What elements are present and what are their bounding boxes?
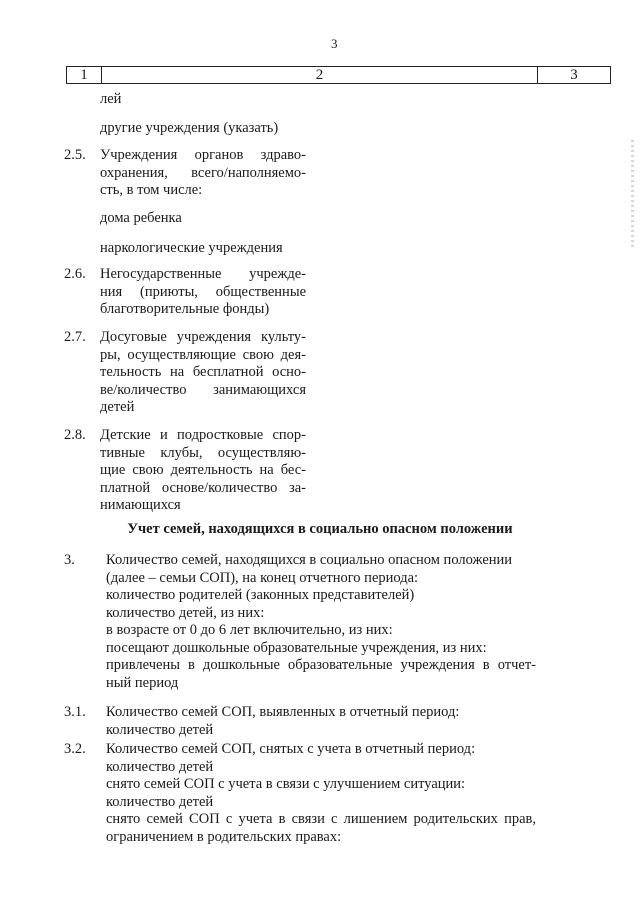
sub-item-orphanages: дома ребенка [100, 210, 182, 226]
list-item-2-6 [64, 266, 306, 319]
text-line: охранения, всего/наполняемо- [100, 164, 306, 181]
list-item-3 [64, 552, 536, 692]
text-line: благотворительные фонды) [100, 301, 270, 317]
text-line: привлечены в дошкольные образовательные учреждения в отчет- [106, 657, 536, 673]
item-text [106, 741, 536, 846]
list-item-2-8 [64, 427, 306, 515]
other-institutions-line: другие учреждения (указать) [100, 120, 279, 136]
text-line: Учреждения органов здраво- [100, 147, 306, 163]
item-text [106, 552, 536, 692]
text-line: количество детей [106, 758, 214, 775]
item-number: 3.2. [64, 741, 86, 757]
list-item-3-2 [64, 741, 536, 846]
text-line: Количество семей, находящихся в социально опасном положении [106, 552, 513, 568]
column-1-header: 1 [67, 67, 102, 83]
item-number: 3.1. [64, 704, 86, 720]
table-header-row [66, 66, 611, 84]
list-item-3-1 [64, 704, 536, 739]
item-text [100, 266, 306, 319]
text-line: сть, в том числе: [100, 182, 203, 198]
text-line: ния (приюты, общественные [100, 283, 306, 300]
item-number: 2.5. [64, 147, 86, 163]
text-line: ограничением в родительских правах: [106, 828, 342, 845]
text-line: количество детей [106, 793, 214, 810]
section-title: Учет семей, находящихся в социально опасном положении [127, 521, 513, 537]
text-line: количество родителей (законных представителей) [106, 587, 415, 603]
text-line: ный период [106, 674, 179, 691]
page-number: 3 [331, 36, 338, 51]
continued-text: лей [100, 91, 122, 107]
text-line: в возрасте от 0 до 6 лет включительно, из них: [106, 622, 393, 638]
sub-item-narcology: наркологические учреждения [100, 240, 283, 256]
item-number: 2.7. [64, 329, 86, 345]
item-number: 2.8. [64, 427, 86, 443]
text-line: Количество семей СОП, выявленных в отчетный период: [106, 704, 460, 720]
list-item-2-5 [64, 147, 306, 200]
text-line: ры, осуществляющие свою дея- [100, 346, 306, 363]
item-number: 2.6. [64, 266, 86, 282]
scan-artifact [631, 140, 634, 250]
text-line: тивные клубы, осуществляю- [100, 444, 306, 461]
item-text [100, 147, 306, 200]
text-line: Количество семей СОП, снятых с учета в отчетный период: [106, 741, 476, 757]
text-line: (далее – семьи СОП), на конец отчетного периода: [106, 569, 419, 586]
item-text [100, 427, 306, 515]
column-3-header: 3 [570, 67, 578, 83]
text-line: Негосударственные учрежде- [100, 266, 306, 282]
list-item-2-7 [64, 329, 306, 417]
item-text [106, 704, 536, 739]
text-line: снято семей СОП с учета в связи с лишением родительских прав, [106, 811, 536, 827]
column-2-header: 2 [102, 67, 538, 83]
text-line: тельность на бесплатной осно- [100, 364, 306, 380]
text-line: количество детей, из них: [106, 604, 265, 621]
item-text [100, 329, 306, 417]
text-line: Детские и подростковые спор- [100, 427, 306, 443]
text-line: количество детей [106, 721, 214, 738]
text-line: Досуговые учреждения культу- [100, 329, 306, 345]
text-line: щие свою деятельность на бес- [100, 462, 306, 478]
text-line: ве/количество занимающихся [100, 381, 306, 398]
text-line: нимающихся [100, 497, 181, 513]
text-line: детей [100, 399, 135, 415]
text-line: посещают дошкольные образовательные учреждения, из них: [106, 639, 487, 656]
text-line: платной основе/количество за- [100, 479, 306, 496]
text-line: снято семей СОП с учета в связи с улучшением ситуации: [106, 776, 466, 792]
item-number: 3. [64, 552, 75, 568]
